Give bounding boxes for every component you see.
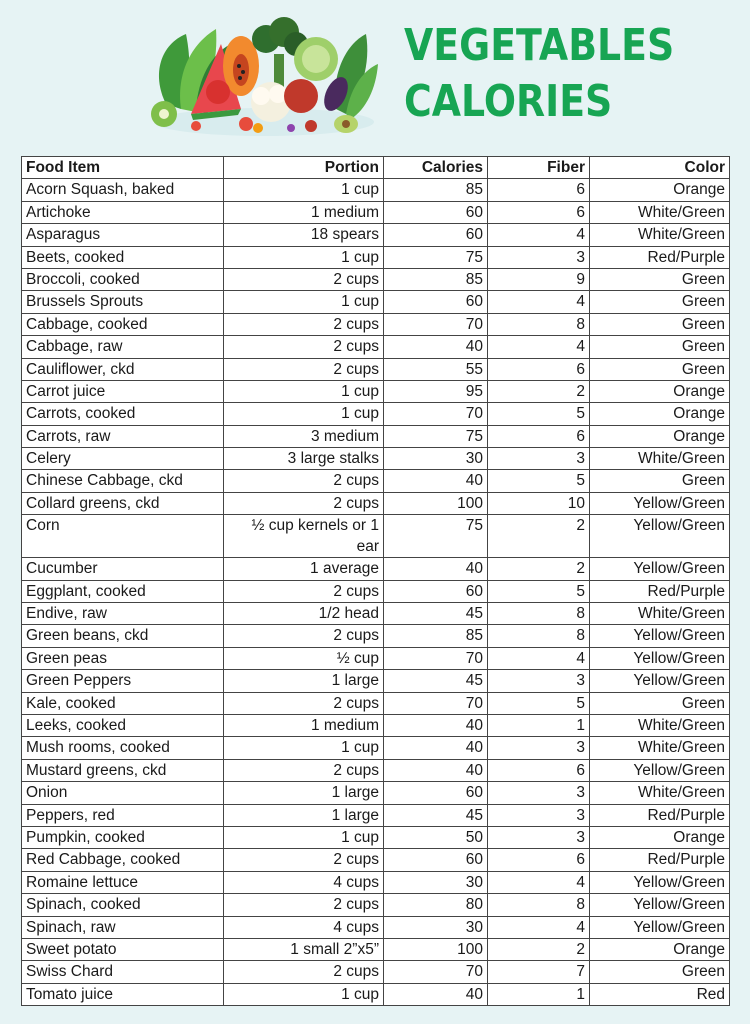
color-cell: Green xyxy=(590,961,730,983)
food-item-cell: Leeks, cooked xyxy=(22,714,224,736)
portion-cell: 1 cup xyxy=(224,380,384,402)
color-cell: Green xyxy=(590,291,730,313)
color-cell: Yellow/Green xyxy=(590,625,730,647)
food-item-cell: Swiss Chard xyxy=(22,961,224,983)
fiber-cell: 8 xyxy=(488,625,590,647)
food-item-cell: Cabbage, raw xyxy=(22,336,224,358)
food-item-cell: Corn xyxy=(22,515,224,558)
color-cell: Yellow/Green xyxy=(590,492,730,514)
color-cell: Orange xyxy=(590,179,730,201)
color-cell: Red/Purple xyxy=(590,246,730,268)
header-fiber: Fiber xyxy=(488,157,590,179)
portion-cell: 2 cups xyxy=(224,849,384,871)
header xyxy=(0,0,750,150)
color-cell: Yellow/Green xyxy=(590,647,730,669)
portion-cell: 1 cup xyxy=(224,291,384,313)
portion-cell: 1 medium xyxy=(224,201,384,223)
table-row xyxy=(22,268,730,290)
header-portion: Portion xyxy=(224,157,384,179)
color-cell: Orange xyxy=(590,826,730,848)
calories-cell: 30 xyxy=(384,916,488,938)
calories-cell: 85 xyxy=(384,179,488,201)
table-row xyxy=(22,782,730,804)
table-row xyxy=(22,849,730,871)
calories-cell: 75 xyxy=(384,246,488,268)
color-cell: White/Green xyxy=(590,714,730,736)
color-cell: Yellow/Green xyxy=(590,558,730,580)
food-item-cell: Tomato juice xyxy=(22,983,224,1005)
table-row xyxy=(22,961,730,983)
color-cell: Green xyxy=(590,692,730,714)
table-row xyxy=(22,647,730,669)
fiber-cell: 1 xyxy=(488,714,590,736)
portion-cell: 1 large xyxy=(224,670,384,692)
color-cell: Orange xyxy=(590,938,730,960)
portion-cell: ½ cup xyxy=(224,647,384,669)
table-row xyxy=(22,470,730,492)
color-cell: Orange xyxy=(590,425,730,447)
fiber-cell: 8 xyxy=(488,313,590,335)
portion-cell: 1 cup xyxy=(224,983,384,1005)
table-row xyxy=(22,492,730,514)
portion-cell: 2 cups xyxy=(224,268,384,290)
vegetables-illustration-icon xyxy=(146,14,382,140)
table-row xyxy=(22,625,730,647)
calories-cell: 45 xyxy=(384,670,488,692)
table-row xyxy=(22,916,730,938)
portion-cell: 1 cup xyxy=(224,737,384,759)
fiber-cell: 3 xyxy=(488,246,590,268)
food-item-cell: Chinese Cabbage, ckd xyxy=(22,470,224,492)
fiber-cell: 1 xyxy=(488,983,590,1005)
calories-cell: 40 xyxy=(384,759,488,781)
food-item-cell: Cabbage, cooked xyxy=(22,313,224,335)
calories-cell: 40 xyxy=(384,470,488,492)
fiber-cell: 5 xyxy=(488,403,590,425)
portion-cell: 2 cups xyxy=(224,961,384,983)
color-cell: Green xyxy=(590,358,730,380)
fiber-cell: 2 xyxy=(488,938,590,960)
table-row xyxy=(22,670,730,692)
calories-cell: 70 xyxy=(384,403,488,425)
fiber-cell: 2 xyxy=(488,558,590,580)
food-item-cell: Acorn Squash, baked xyxy=(22,179,224,201)
fiber-cell: 4 xyxy=(488,647,590,669)
portion-cell: 2 cups xyxy=(224,358,384,380)
calories-cell: 80 xyxy=(384,894,488,916)
food-item-cell: Cucumber xyxy=(22,558,224,580)
calories-cell: 60 xyxy=(384,224,488,246)
calories-cell: 85 xyxy=(384,625,488,647)
food-item-cell: Cauliflower, ckd xyxy=(22,358,224,380)
food-item-cell: Brussels Sprouts xyxy=(22,291,224,313)
table-row xyxy=(22,737,730,759)
fiber-cell: 4 xyxy=(488,291,590,313)
table-row xyxy=(22,558,730,580)
fiber-cell: 6 xyxy=(488,179,590,201)
table-row xyxy=(22,201,730,223)
portion-cell: 1 cup xyxy=(224,179,384,201)
calories-cell: 85 xyxy=(384,268,488,290)
fiber-cell: 3 xyxy=(488,737,590,759)
color-cell: Red/Purple xyxy=(590,849,730,871)
table-row xyxy=(22,692,730,714)
portion-cell: 2 cups xyxy=(224,625,384,647)
food-item-cell: Asparagus xyxy=(22,224,224,246)
fiber-cell: 9 xyxy=(488,268,590,290)
table-row xyxy=(22,380,730,402)
vegetables-table xyxy=(21,156,730,1006)
portion-cell: 1 large xyxy=(224,782,384,804)
table-row xyxy=(22,179,730,201)
food-item-cell: Mush rooms, cooked xyxy=(22,737,224,759)
calories-cell: 100 xyxy=(384,938,488,960)
title-line-1: VEGETABLES xyxy=(404,20,675,71)
fiber-cell: 4 xyxy=(488,336,590,358)
portion-cell: 1 cup xyxy=(224,403,384,425)
fiber-cell: 6 xyxy=(488,201,590,223)
calories-cell: 40 xyxy=(384,714,488,736)
fiber-cell: 8 xyxy=(488,894,590,916)
food-item-cell: Mustard greens, ckd xyxy=(22,759,224,781)
color-cell: White/Green xyxy=(590,448,730,470)
calories-cell: 40 xyxy=(384,983,488,1005)
food-item-cell: Red Cabbage, cooked xyxy=(22,849,224,871)
calories-cell: 60 xyxy=(384,849,488,871)
fiber-cell: 7 xyxy=(488,961,590,983)
color-cell: Red xyxy=(590,983,730,1005)
food-item-cell: Romaine lettuce xyxy=(22,871,224,893)
calories-cell: 95 xyxy=(384,380,488,402)
calories-cell: 75 xyxy=(384,425,488,447)
fiber-cell: 3 xyxy=(488,782,590,804)
fiber-cell: 3 xyxy=(488,804,590,826)
table-row xyxy=(22,515,730,558)
color-cell: Red/Purple xyxy=(590,580,730,602)
table-row xyxy=(22,448,730,470)
food-item-cell: Endive, raw xyxy=(22,603,224,625)
color-cell: Orange xyxy=(590,380,730,402)
portion-cell: 4 cups xyxy=(224,871,384,893)
food-item-cell: Green beans, ckd xyxy=(22,625,224,647)
portion-cell: 2 cups xyxy=(224,336,384,358)
food-item-cell: Artichoke xyxy=(22,201,224,223)
calories-cell: 60 xyxy=(384,291,488,313)
table-row xyxy=(22,983,730,1005)
color-cell: Green xyxy=(590,336,730,358)
color-cell: White/Green xyxy=(590,782,730,804)
food-item-cell: Carrots, raw xyxy=(22,425,224,447)
header-calories: Calories xyxy=(384,157,488,179)
food-item-cell: Carrot juice xyxy=(22,380,224,402)
fiber-cell: 5 xyxy=(488,580,590,602)
calories-cell: 40 xyxy=(384,558,488,580)
portion-cell: 3 large stalks xyxy=(224,448,384,470)
food-item-cell: Kale, cooked xyxy=(22,692,224,714)
calories-cell: 60 xyxy=(384,782,488,804)
header-food-item: Food Item xyxy=(22,157,224,179)
calories-cell: 45 xyxy=(384,603,488,625)
table-row xyxy=(22,403,730,425)
food-item-cell: Green Peppers xyxy=(22,670,224,692)
fiber-cell: 5 xyxy=(488,692,590,714)
fiber-cell: 2 xyxy=(488,380,590,402)
fiber-cell: 4 xyxy=(488,871,590,893)
fiber-cell: 6 xyxy=(488,849,590,871)
food-item-cell: Collard greens, ckd xyxy=(22,492,224,514)
title-line-2: CALORIES xyxy=(404,76,613,127)
table-row xyxy=(22,313,730,335)
food-item-cell: Spinach, raw xyxy=(22,916,224,938)
color-cell: Green xyxy=(590,313,730,335)
food-item-cell: Spinach, cooked xyxy=(22,894,224,916)
calories-cell: 40 xyxy=(384,737,488,759)
table-body xyxy=(22,179,730,1006)
portion-cell: 1 cup xyxy=(224,246,384,268)
fiber-cell: 10 xyxy=(488,492,590,514)
table-row xyxy=(22,894,730,916)
table-row xyxy=(22,759,730,781)
calories-cell: 30 xyxy=(384,871,488,893)
calories-cell: 40 xyxy=(384,336,488,358)
portion-cell: 2 cups xyxy=(224,580,384,602)
calories-cell: 70 xyxy=(384,692,488,714)
table-row xyxy=(22,714,730,736)
table-row xyxy=(22,291,730,313)
table-row xyxy=(22,425,730,447)
fiber-cell: 5 xyxy=(488,470,590,492)
portion-cell: 1 average xyxy=(224,558,384,580)
fiber-cell: 3 xyxy=(488,826,590,848)
color-cell: Yellow/Green xyxy=(590,515,730,558)
portion-cell: 1 cup xyxy=(224,826,384,848)
portion-cell: 2 cups xyxy=(224,692,384,714)
color-cell: Yellow/Green xyxy=(590,759,730,781)
color-cell: Green xyxy=(590,470,730,492)
portion-cell: 3 medium xyxy=(224,425,384,447)
portion-cell: ½ cup kernels or 1 ear xyxy=(224,515,384,558)
table-row xyxy=(22,358,730,380)
table-row xyxy=(22,603,730,625)
calories-cell: 70 xyxy=(384,313,488,335)
table-row xyxy=(22,804,730,826)
portion-cell: 1 large xyxy=(224,804,384,826)
table-row xyxy=(22,246,730,268)
calories-cell: 50 xyxy=(384,826,488,848)
color-cell: Yellow/Green xyxy=(590,894,730,916)
table-row xyxy=(22,871,730,893)
food-item-cell: Eggplant, cooked xyxy=(22,580,224,602)
portion-cell: 1 medium xyxy=(224,714,384,736)
table-row xyxy=(22,336,730,358)
portion-cell: 2 cups xyxy=(224,470,384,492)
color-cell: Orange xyxy=(590,403,730,425)
table-row xyxy=(22,938,730,960)
food-item-cell: Celery xyxy=(22,448,224,470)
calories-cell: 100 xyxy=(384,492,488,514)
portion-cell: 1 small 2”x5” xyxy=(224,938,384,960)
portion-cell: 2 cups xyxy=(224,894,384,916)
portion-cell: 2 cups xyxy=(224,492,384,514)
food-item-cell: Beets, cooked xyxy=(22,246,224,268)
food-item-cell: Pumpkin, cooked xyxy=(22,826,224,848)
food-item-cell: Peppers, red xyxy=(22,804,224,826)
calories-cell: 70 xyxy=(384,961,488,983)
page-title xyxy=(404,18,674,130)
fiber-cell: 3 xyxy=(488,448,590,470)
fiber-cell: 4 xyxy=(488,916,590,938)
calories-cell: 55 xyxy=(384,358,488,380)
color-cell: Yellow/Green xyxy=(590,670,730,692)
portion-cell: 2 cups xyxy=(224,759,384,781)
calories-cell: 30 xyxy=(384,448,488,470)
table-row xyxy=(22,224,730,246)
color-cell: Yellow/Green xyxy=(590,871,730,893)
color-cell: White/Green xyxy=(590,224,730,246)
food-item-cell: Broccoli, cooked xyxy=(22,268,224,290)
fiber-cell: 2 xyxy=(488,515,590,558)
portion-cell: 1/2 head xyxy=(224,603,384,625)
food-item-cell: Sweet potato xyxy=(22,938,224,960)
food-item-cell: Green peas xyxy=(22,647,224,669)
color-cell: Red/Purple xyxy=(590,804,730,826)
calories-cell: 60 xyxy=(384,580,488,602)
calories-cell: 75 xyxy=(384,515,488,558)
food-item-cell: Carrots, cooked xyxy=(22,403,224,425)
fiber-cell: 6 xyxy=(488,425,590,447)
header-color: Color xyxy=(590,157,730,179)
calories-cell: 45 xyxy=(384,804,488,826)
portion-cell: 18 spears xyxy=(224,224,384,246)
calories-cell: 60 xyxy=(384,201,488,223)
table-row xyxy=(22,580,730,602)
fiber-cell: 6 xyxy=(488,358,590,380)
color-cell: Yellow/Green xyxy=(590,916,730,938)
food-item-cell: Onion xyxy=(22,782,224,804)
table-row xyxy=(22,826,730,848)
color-cell: White/Green xyxy=(590,737,730,759)
color-cell: White/Green xyxy=(590,201,730,223)
portion-cell: 4 cups xyxy=(224,916,384,938)
portion-cell: 2 cups xyxy=(224,313,384,335)
fiber-cell: 6 xyxy=(488,759,590,781)
color-cell: Green xyxy=(590,268,730,290)
fiber-cell: 4 xyxy=(488,224,590,246)
table-header-row xyxy=(22,157,730,179)
color-cell: White/Green xyxy=(590,603,730,625)
fiber-cell: 8 xyxy=(488,603,590,625)
fiber-cell: 3 xyxy=(488,670,590,692)
calories-cell: 70 xyxy=(384,647,488,669)
